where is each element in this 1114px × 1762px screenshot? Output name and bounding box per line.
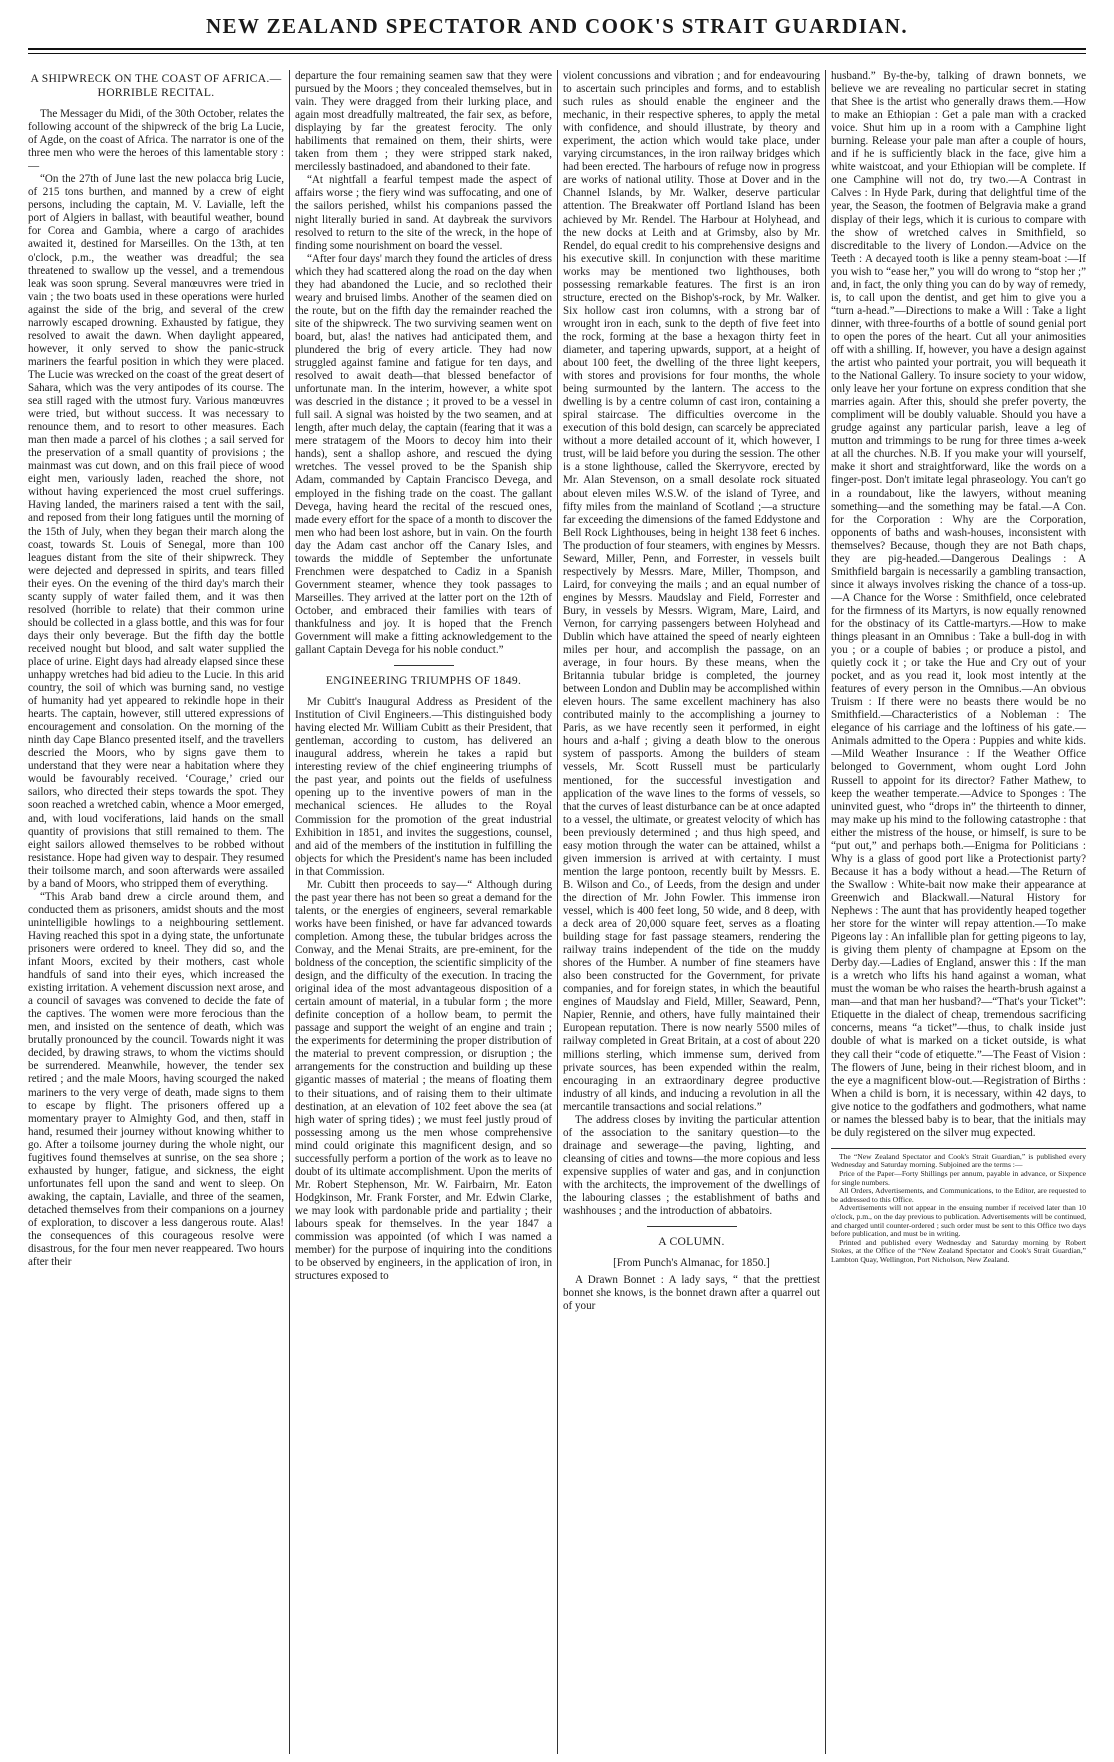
notice-line: Printed and published every Wednesday and Saturday morning by Robert Stokes, at the Office of the “New Zealand Spectator and Cook's Strait Guardian,” Lambton Quay, Wellington, Port Nicholson, New Zealand. <box>831 1237 1086 1264</box>
paragraph: “At nightfall a fearful tempest made the aspect of affairs worse ; the fiery wind was suffocating, and one of the sailors perished, whilst his companions passed the night literally buried in sand. At daybreak the survivors resolved to return to the site of the wreck, in the hope of finding some nourishment on board the vessel. <box>295 174 552 252</box>
paragraph: “This Arab band drew a circle around them, and conducted them as prisoners, amidst shouts and the most unintelligible howlings to a neighbouring settlement. Having reached this spot in a dying state, the unfortunate prisoners were ordered to kneel. They did so, and the infant Moors, excited by their mothers, cast whole handfuls of sand into their eyes, which increased the existing irritation. A vehement discussion next arose, and a council of savages was convened to decide the fate of the captives. The women were more ferocious than the men, and insisted on the sentence of death, which was brutally pronounced by the council. Towards night it was decided, by drawing straws, to whom the victims should be surrendered. Meanwhile, however, the tender sex retired ; and the male Moors, having scourged the naked mariners to the very verge of death, made signs to them to escape by flight. The prisoners offered up a momentary prayer to Almighty God, and then, staff in hand, resumed their journey without knowing whither to go. After a toilsome journey during the whole night, our fugitives found themselves at sunrise, on the sea shore ; exhausted by hunger, fatigue, and sickness, the eight unfortunates fell upon the sand and went to sleep. On awaking, the captain, Lavialle, and three of the seamen, detached themselves from their companions on a journey of exploration, to discover a less dangerous route. Alas! the consequences of this courageous resolve were disastrous, for the four men never reappeared. Two hours after their <box>28 890 284 1269</box>
column-1 <box>28 70 284 1754</box>
section-separator <box>394 665 454 666</box>
paragraph: The Messager du Midi, of the 30th October, relates the following account of the shipwreck of the brig La Lucie, of Agde, on the coast of Africa. The narrator is one of the three men who were the heroes of this lamentable story :— <box>28 108 284 173</box>
paragraph: “On the 27th of June last the new polacca brig Lucie, of 215 tons burthen, and manned by a crew of eight persons, including the captain, M. V. Lavialle, left the port of Algiers in ballast, with beautiful weather, bound for Corea and Gambia, where a cargo of arachides awaited it, destined for Marseilles. On the 13th, at ten o'clock, p.m., the weather was dreadful; the sea threatened to swallow up the vessel, and a tremendous leak was soon sprung. Several manœuvres were tried in vain ; the two boats used in these operations were hurled against the side of the brig, and several of the crew narrowly escaped drowning. Exhausted by fatigue, they resolved to await the dawn. When daylight appeared, however, it only served to show the panic-struck mariners the fearful position in which they were placed. The Lucie was wrecked on the coast of the great desert of Sahara, which was the very antipodes of its course. The sea still raged with the utmost fury. Various manœuvres were tried, but without success. It was necessary to renounce them, and to resort to other measures. Each man then made a parcel of his clothes ; a sail served for the preservation of a small quantity of provisions ; the mainmast was cut down, and on this frail piece of wood eight men, variously laden, reached the shore, not without having experienced the most cruel sufferings. Having landed, the mariners raised a tent with the sail, and reposed from their long fatigues until the morning of the 15th of July, when they began their march along the coast, towards St. Louis of Senegal, more than 100 leagues distant from the site of their shipwreck. They were dejected and depressed in spirits, and tears filled their eyes. On the evening of the third day's march their scanty supply of water failed them, and it was then resolved (horrible to relate) that their common urine should be collected in a glass bottle, and this was for four days their only beverage. But the fifth day the bottle received nought but blood, and salt water supplied the place of urine. Eight days had already elapsed since these unhappy wretches had bid adieu to the Lucie. In this arid country, the soil of which was burning sand, no vestige of humanity had yet appeared to rekindle hope in their hearts. The captain, however, still uttered expressions of encouragement and consolation. On the morning of the ninth day Cape Blanco presented itself, and the travellers descried the Moors, who by signs gave them to understand that they were near a habitation where they would be favourably received. ‘Courage,’ cried our sailors, who directed their steps towards the spot. They soon reached a wretched cabin, whence a Moor emerged, and, with loud vociferations, laid hands on the small quantity of provisions that still remained to them. The eight sailors allowed themselves to be robbed without resistance. Hope had given way to despair. They resumed their toilsome march, and soon afterwards were assailed by a band of Moors, who stripped them of everything. <box>28 173 284 890</box>
column-2 <box>295 70 552 1754</box>
paragraph: A Drawn Bonnet : A lady says, “ that the prettiest bonnet she knows, is the bonnet drawn after a quarrel out of your <box>563 1274 820 1313</box>
paragraph: departure the four remaining seamen saw that they were pursued by the Moors ; they concealed themselves, but in vain. They were dragged from their lurking place, and again most dreadfully maltreated, the fair sex, as before, displaying by far the greatest ferocity. The only habiliments that remained on them, their shirts, were taken from them ; they were stripped stark naked, mercilessly bastinadoed, and abandoned to their fate. <box>295 70 552 174</box>
masthead: NEW ZEALAND SPECTATOR AND COOK'S STRAIT GUARDIAN. <box>205 14 909 38</box>
column-headline: A COLUMN. <box>658 1235 725 1249</box>
publication-notice <box>831 1148 1086 1265</box>
paragraph: “After four days' march they found the articles of dress which they had scattered along the road on the day when they had abandoned the Lucie, and so reclothed their weary and bruised limbs. Another of the seamen died on the route, but on the fifth day the remainder reached the site of the shipwreck. The two surviving seamen went on board, but, alas! the natives had anticipated them, and plundered the brig of every article. They had now struggled against famine and fatigue for ten days, and resolved to await death—that blessed benefactor of unfortunate man. In the interim, however, a white spot was descried in the distance ; it proved to be a vessel in full sail. A signal was hoisted by the two seamen, and at length, after much delay, the captain (fearing that it was a mere stratagem of the Moors to decoy him into their hands), sent a shallop ashore, and rescued the dying wretches. The vessel proved to be the Spanish ship Adam, commanded by Captain Francisco Devega, and employed in the fishing trade on the coast. The gallant Devega, having heard the recital of the rescued ones, made every effort for the space of a month to discover the men who had been lost ashore, but in vain. On the fourth day the Adam cast anchor off the Canary Isles, and towards the middle of September the unfortunate Frenchmen were despatched to Cadiz in a Spanish Government steamer, whence they took passages to Marseilles. They arrived at the latter port on the 12th of October, and embraced their families with tears of thankfulness and joy. It is hoped that the French Government will make a fitting acknowledgement to the gallant Captain Devega for his noble conduct.” <box>295 252 552 657</box>
paragraph: Mr Cubitt's Inaugural Address as President of the Institution of Civil Engineers.—This distinguished body having elected Mr. William Cubitt as their President, that gentleman, according to custom, has delivered an inaugural address, wherein he takes a rapid but interesting review of the chief engineering triumphs of the past year, and points out the fields of usefulness opening up to the inventive powers of man in the mechanical sciences. He alludes to the Royal Commission for the promotion of the great industrial Exhibition in 1851, and invites the suggestions, counsel, and aid of the members of the institution in fulfilling the objects for which the President's name has been included in that Commission. <box>295 696 552 878</box>
section-separator <box>647 1226 737 1227</box>
column-4 <box>831 70 1086 1754</box>
notice-line: Advertisements will not appear in the ensuing number if received later than 10 o'clock, p.m., on the day previous to publication. Advertisements will be continued, and charged until counter-ordered ; such order must be sent to this Office two days before publication, and must be in writing. <box>831 1203 1086 1239</box>
engineering-headline: ENGINEERING TRIUMPHS OF 1849. <box>325 674 522 688</box>
paragraph: Mr. Cubitt then proceeds to say—“ Although during the past year there has not been so great a demand for the talents, or the energies of engineers, several remarkable works have been finished, or have far advanced towards completion. Among these, the tubular bridges across the Conway, and the Menai Straits, are pre-eminent, for the boldness of the conception, the scientific simplicity of the design, and the difficulty of the execution. In tracing the original idea of the most advantageous disposition of a certain amount of material, in a tubular form ; the more definite conception of a hollow beam, to permit the passage and support the weight of an engine and train ; the experiments for determining the proper distribution of the material to prevent compression, or disruption ; the arrangements for the construction and building up these gigantic masses of material ; the means of floating them to their situations, and of raising them to their ultimate destination, at an elevation of 102 feet above the sea (at high water of spring tides) ; we must feel justly proud of possessing among us the men whose comprehensive mind could originate this magnificent design, and so successfully perform a portion of the work as to leave no doubt of its ultimate accomplishment. Upon the merits of Mr. Robert Stephenson, Mr. W. Fairbairn, Mr. Eaton Hodgkinson, Mr. Frank Forster, and Mr. Edwin Clarke, we may look with pardonable pride and partiality ; their labours speak for themselves. In the year 1847 a commission was appointed (of which I was named a member) for the purpose of inquiring into the conditions to be observed by engineers, in the application of iron, in structures exposed to <box>295 878 552 1283</box>
paragraph: violent concussions and vibration ; and for endeavouring to ascertain such principles and forms, and to establish such rules as should enable the engineer and the mechanic, in their respective spheres, to apply the metal with confidence, and should illustrate, by theory and experiment, the action which would take place, under varying circumstances, in the iron railway bridges which had been erected. The harbours of refuge now in progress are works of national utility. Those at Dover and in the Channel Islands, by Mr. Walker, deserve particular attention. The Breakwater off Portland Island has been achieved by Mr. Rendel. The Harbour at Holyhead, and the new docks at Leith and at Grimsby, also by Mr. Rendel, do equal credit to his comprehensive designs and his executive skill. In conjunction with these maritime works may be mentioned two lighthouses, both possessing remarkable features. The first is an iron structure, erected on the Bishop's-rock, by Mr. Walker. Six hollow cast iron columns, with a strong bar of wrought iron in each, sunk to the depth of five feet into the rock, forming at the base a hexagon thirty feet in diameter, and tapering upwards, support, at a height of about 100 feet, the dwelling of the three light keepers, with stores and provisions for four months, the whole being surmounted by the lantern. The access to the dwelling is by a centre column of cast iron, containing a spiral staircase. The difficulties overcome in the execution of this bold design, can scarcely be appreciated without a more detailed account of it, which however, I trust, will be laid before you during the session. The other is a stone lighthouse, called the Skerryvore, erected by Mr. Alan Stevenson, on a small desolate rock situated about eleven miles W.S.W. of the island of Tyree, and fifty miles from the mainland of Scotland ;—a structure far exceeding the dimensions of the famed Eddystone and Bell Rock Lighthouses, being in height 138 feet 6 inches. The production of four steamers, with engines by Messrs. Seward, Miller, Penn, and Forrester, in vessels built respectively by Messrs. Mare, Miller, Thompson, and Laird, for conveying the mails ; and an equal number of engines by Messrs. Maudslay and Field, Forrester and Bury, in vessels by Messrs. Wigram, Mare, Laird, and Vernon, for carrying passengers between Holyhead and Dublin which have attained the speed of nearly eighteen miles per hour, and accomplish the passage, on an average, in four hours. By these means, when the Britannia tubular bridge is completed, the journey between London and Dublin may be accomplished within eleven hours. The same excellent machinery has also contributed mainly to the accomplishing a journey to Paris, as we have recently seen it performed, in eight hours and a-half ; giving a death blow to the onerous system of passports. Among the builders of steam vessels, Mr. Scott Russell must be particularly mentioned, for the successful investigation and application of the wave lines to the forms of vessels, so that the curves of least disturbance can be at once adapted to a vessel, the ultimate, or greatest velocity of which has been previously determined ; and thus high speed, and easy motion through the water can be attained, whilst a given immersion is arrived at with certainty. I must mention the large pontoon, recently built by Messrs. E. B. Wilson and Co., of Leeds, from the design and under the direction of Mr. John Fowler. This immense iron vessel, which is 400 feet long, 50 wide, and 8 deep, with a deck area of 20,000 square feet, serves as a floating building stage for fast passage steamers, rendering the railway trains independent of the tide on the muddy shores of the Humber. A number of fine steamers have also been constructed for the Government, for private companies, and for foreign states, in which the beautiful engines of Maudslay and Field, Miller, Seaward, Penn, Napier, Rennie, and others, have fully maintained their European reputation. There is now nearly 5500 miles of railway completed in Great Britain, at a cost of about 220 millions sterling, which immense sum, derived from private sources, has been expended within the realm, encouraging in an extraordinary degree productive industry of all kinds, and inducing a revolution in all the mercantile transactions and social relations.” <box>563 70 820 1113</box>
column-3 <box>563 70 820 1754</box>
notice-line: All Orders, Advertisements, and Communications, to the Editor, are requested to be addressed to this Office. <box>831 1186 1086 1204</box>
notice-line: Price of the Paper—Forty Shillings per annum, payable in advance, or Sixpence for single numbers. <box>831 1169 1086 1187</box>
source-credit: [From Punch's Almanac, for 1850.] <box>613 1257 770 1270</box>
paragraph: husband.” By-the-by, talking of drawn bonnets, we believe we are revealing no particular secret in stating that Shee is the artist who generally draws them.—How to make an Ethiopian : Get a pale man with a cracked voice. Shut him up in a room with a Camphine light burning. Release your pale man after a couple of hours, and if he is sufficiently black in the face, give him a white waistcoat, and your Ethiopian will be complete. If one Camphine will not do, try two.—A Contrast in Calves : In Hyde Park, during that delightful time of the year, the Season, the footmen of Belgravia make a grand display of their legs, which it is curious to compare with the show of wretched calves in Smithfield, so discreditable to the livery of London.—Advice on the Teeth : A decayed tooth is like a penny steam-boat :—If you wish to “ease her,” you will do wrong to “stop her ;” and, in fact, the only thing you can do by way of remedy, is, to call upon the dentist, and get him to give you a “turn a-head.”—Directions to make a Will : Take a light dinner, with three-fourths of a bottle of sound genial port to open the pores of the heart. Cut all your animosities off with a shilling. If, however, you have a design against the artist who painted your portrait, you will bequeath it to the National Gallery. To insure society to your widow, only leave her your fortune on express condition that she marries again. After this, should she prefer poverty, the compliment will be doubly valuable. Should you have a grudge against any particular parish, leave a leg of mutton and trimmings to be rung for three times a-week at all the churches. N.B. If you make your will yourself, make it short and straightforward, like the words on a finger-post. Don't imitate legal phraseology. You can't go in a roundabout, like the lawyers, without meaning something—and the something may be fatal.—A Con. for the Corporation : Why are the Corporation, opponents of baths and wash-houses, inconsistent with themselves? Because, though they are not Bath chaps, they are pig-headed.—Dangerous Dealings : A Smithfield bargain is necessarily a gambling transaction, since it always involves risking the chance of a toss-up.—A Chance for the Worse : Smithfield, once celebrated for the firmness of its Martyrs, is now equally renowned for the obstinacy of its Cattle-martyrs.—How to make things pleasant in an Omnibus : Take a bull-dog in with you ; or a couple of babies ; or produce a pistol, and quietly cock it ; or take the Hue and Cry out of your pocket, and as you read it, look most intently at the features of every person in the Omnibus.—An obvious Truism : If there were no beasts there would be no Smithfield.—Characteristics of a Nobleman : The elegance of his carriage and the loftiness of his gate.—Animals admitted to the Opera : Puppies and white kids.—Mild Weather Insurance : If the Weather Office belonged to Government, whom ought Lord John Russell to appoint for its director? Father Mathew, to keep the weather temperate.—Advice to Sponges : The uninvited guest, who “drops in” the thirteenth to dinner, may make up his mind to the following catastrophe : that either the mistress of the house, or himself, is sure to be “put out,” and perhaps both.—Enigma for Politicians : Why is a glass of good port like a Protectionist party? Because it has a body without a head.—The Return of the Swallow : White-bait now make their appearance at Greenwich and Blackwall.—Natural History for Nephews : The aunt that has providently heaped together her store for the winter will repay attention.—To make Pigeons lay : An infallible plan for getting pigeons to lay, is giving them plenty of champagne at Epsom on the Derby day.—Ladies of England, answer this : If the man is a wretch who lifts his hand against a woman, what must the woman be who raises the hearth-brush against a man—and that man her husband?—“That's your Ticket”: Etiquette in the dialect of cheap, tremendous sacrificing concerns, means “a ticket”—thus, to chalk inside just double of what is marked on a ticket outside, is what they call their “code of etiquette.”—The Feast of Vision : The flowers of June, being in their richest bloom, and in the eye a magnificent blow-out.—Registration of Births : When a child is born, it is necessary, within 42 days, to give notice to the godfathers and godmothers, what name or names the blessed baby is to bear, that the initials may be duly registered on the silver mug expected. <box>831 70 1086 1139</box>
shipwreck-headline: A SHIPWRECK ON THE COAST OF AFRICA.—HORRIBLE RECITAL. <box>30 72 282 99</box>
notice-line: The “New Zealand Spectator and Cook's Strait Guardian,” is published every Wednesday and Saturday morning. Subjoined are the terms :— <box>831 1151 1086 1170</box>
columns <box>28 70 1086 1754</box>
masthead-rule <box>28 48 1086 50</box>
paragraph: The address closes by inviting the particular attention of the association to the sanitary question—to the drainage and sewerage—the paving, lighting, and cleansing of cities and towns—the more copious and less expensive supplies of water and gas, and in conjunction with the architects, the improvement of the dwellings of the labouring classes ; the establishment of baths and washhouses ; and the introduction of abbatoirs. <box>563 1113 820 1218</box>
masthead-rule-thin <box>28 53 1086 54</box>
